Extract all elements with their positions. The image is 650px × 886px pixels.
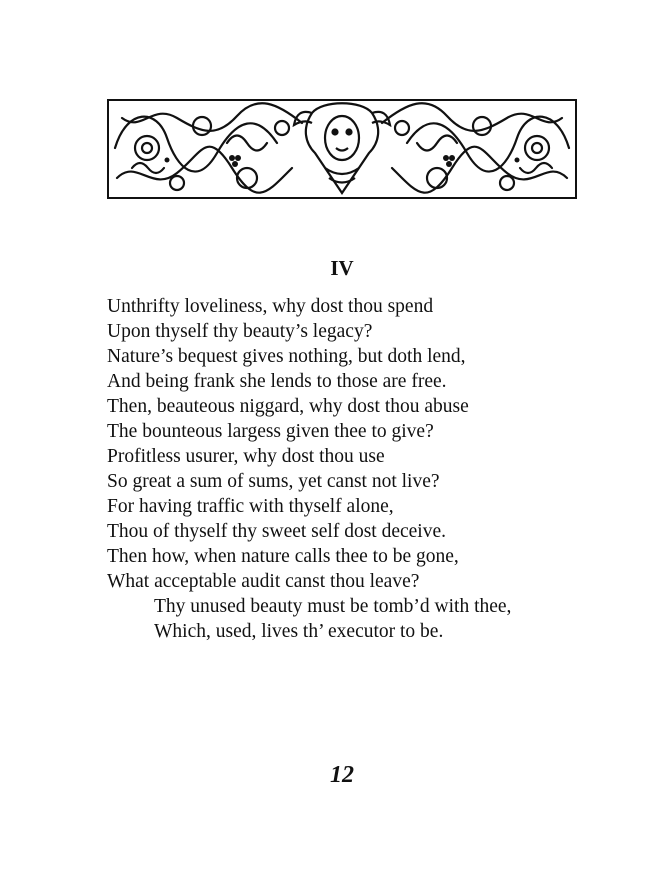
sonnet-body bbox=[107, 294, 627, 644]
sonnet-title: IV bbox=[330, 256, 354, 280]
poem-line: Nature’s bequest gives nothing, but doth lend, bbox=[107, 346, 466, 367]
poem-line: And being frank she lends to those are free. bbox=[107, 371, 447, 392]
couplet-line: Thy unused beauty must be tomb’d with thee, bbox=[154, 596, 512, 617]
page-number: 12 bbox=[330, 762, 354, 788]
poem-line: What acceptable audit canst thou leave? bbox=[107, 571, 420, 592]
poem-line: Unthrifty loveliness, why dost thou spend bbox=[107, 296, 434, 317]
poem-line: So great a sum of sums, yet canst not live? bbox=[107, 471, 440, 492]
poem-line: For having traffic with thyself alone, bbox=[107, 496, 394, 517]
floral-ornament-icon bbox=[107, 98, 577, 200]
poem-line: Then, beauteous niggard, why dost thou abuse bbox=[107, 396, 469, 417]
poem-line: The bounteous largess given thee to give? bbox=[107, 421, 434, 442]
decorative-headpiece bbox=[107, 98, 577, 200]
poem-line: Thou of thyself thy sweet self dost deceive. bbox=[107, 521, 446, 542]
poem-line: Profitless usurer, why dost thou use bbox=[107, 446, 385, 467]
couplet-line: Which, used, lives th’ executor to be. bbox=[154, 621, 444, 642]
poem-line: Then how, when nature calls thee to be gone, bbox=[107, 546, 459, 567]
poem-line: Upon thyself thy beauty’s legacy? bbox=[107, 321, 373, 342]
